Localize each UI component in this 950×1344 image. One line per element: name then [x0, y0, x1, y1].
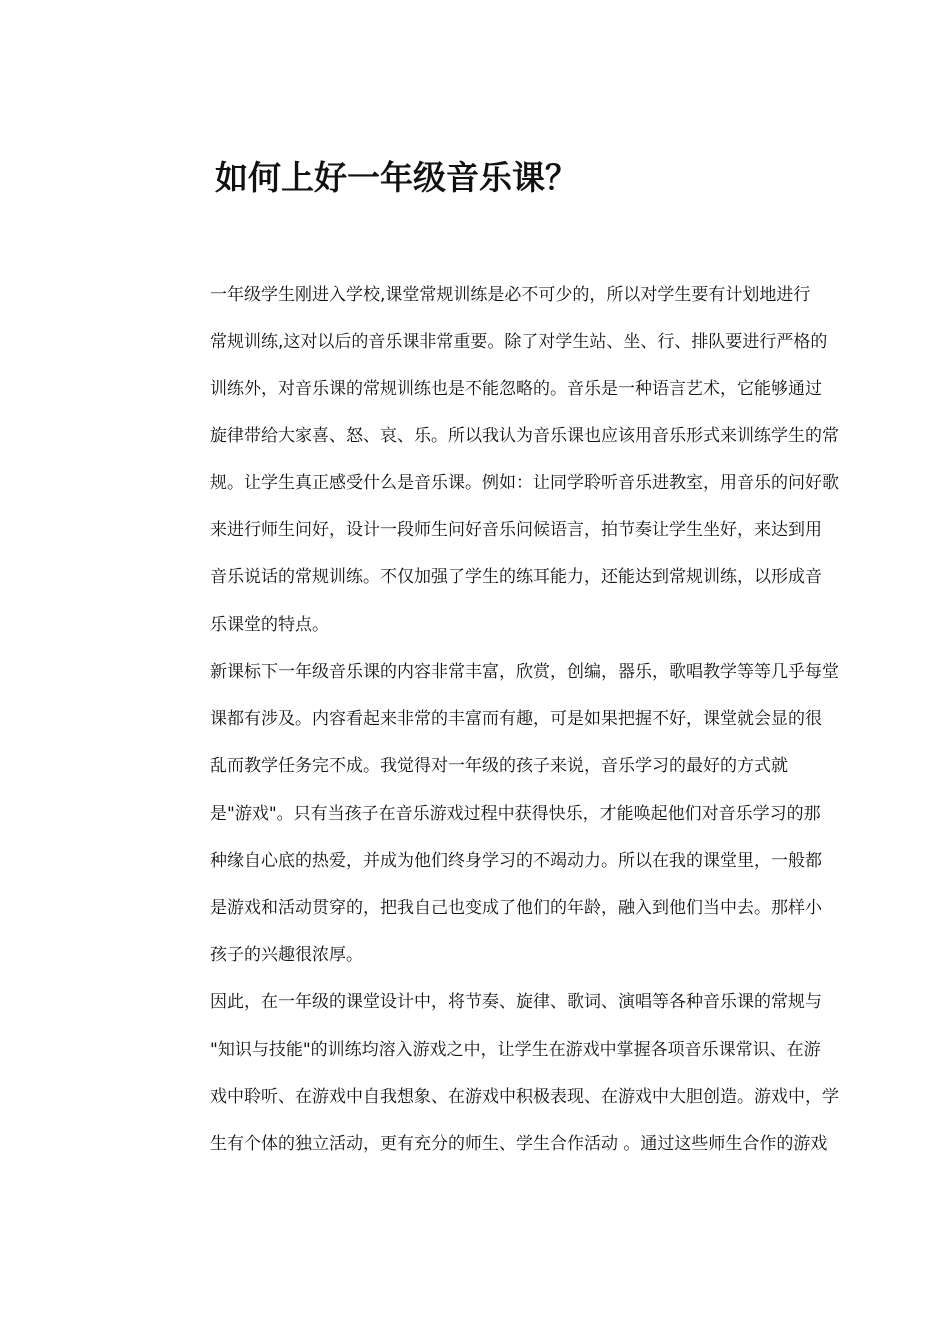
text-line: 新课标下一年级音乐课的内容非常丰富，欣赏，创编，器乐，歌唱教学等等几乎每堂 [210, 662, 839, 682]
text-line: 课都有涉及。内容看起来非常的丰富而有趣，可是如果把握不好，课堂就会显的很 [210, 709, 822, 729]
text-line: 戏中聆听、在游戏中自我想象、在游戏中积极表现、在游戏中大胆创造。游戏中，学 [210, 1087, 839, 1107]
text-line: 乐课堂的特点。 [210, 615, 329, 635]
text-line: 一年级学生刚进入学校,课堂常规训练是必不可少的，所以对学生要有计划地进行 [210, 285, 811, 305]
text-line: 音乐说话的常规训练。不仅加强了学生的练耳能力，还能达到常规训练，以形成音 [210, 567, 822, 587]
text-line: 种缘自心底的热爱，并成为他们终身学习的不竭动力。所以在我的课堂里，一般都 [210, 851, 822, 871]
text-line: 是游戏和活动贯穿的，把我自己也变成了他们的年龄，融入到他们当中去。那样小 [210, 898, 822, 918]
text-line: 旋律带给大家喜、怒、哀、乐。所以我认为音乐课也应该用音乐形式来训练学生的常 [210, 426, 839, 446]
document-title: 如何上好一年级音乐课？ [215, 158, 578, 197]
text-line: 生有个体的独立活动，更有充分的师生、学生合作活动 。通过这些师生合作的游戏 [210, 1134, 828, 1154]
text-line: 训练外，对音乐课的常规训练也是不能忽略的。音乐是一种语言艺术，它能够通过 [210, 379, 822, 399]
text-line: 常规训练,这对以后的音乐课非常重要。除了对学生站、坐、行、排队要进行严格的 [210, 332, 828, 352]
text-line: 规。让学生真正感受什么是音乐课。例如：让同学聆听音乐进教室，用音乐的问好歌 [210, 473, 839, 493]
text-line: 孩子的兴趣很浓厚。 [210, 945, 363, 965]
text-line: "知识与技能"的训练均溶入游戏之中，让学生在游戏中掌握各项音乐课常识、在游 [210, 1040, 821, 1060]
text-line: 因此，在一年级的课堂设计中，将节奏、旋律、歌词、演唱等各种音乐课的常规与 [210, 992, 822, 1012]
text-line: 乱而教学任务完不成。我觉得对一年级的孩子来说，音乐学习的最好的方式就 [210, 756, 788, 776]
text-line: 是"游戏"。只有当孩子在音乐游戏过程中获得快乐，才能唤起他们对音乐学习的那 [210, 804, 821, 824]
text-line: 来进行师生问好，设计一段师生问好音乐问候语言，拍节奏让学生坐好，来达到用 [210, 520, 822, 540]
